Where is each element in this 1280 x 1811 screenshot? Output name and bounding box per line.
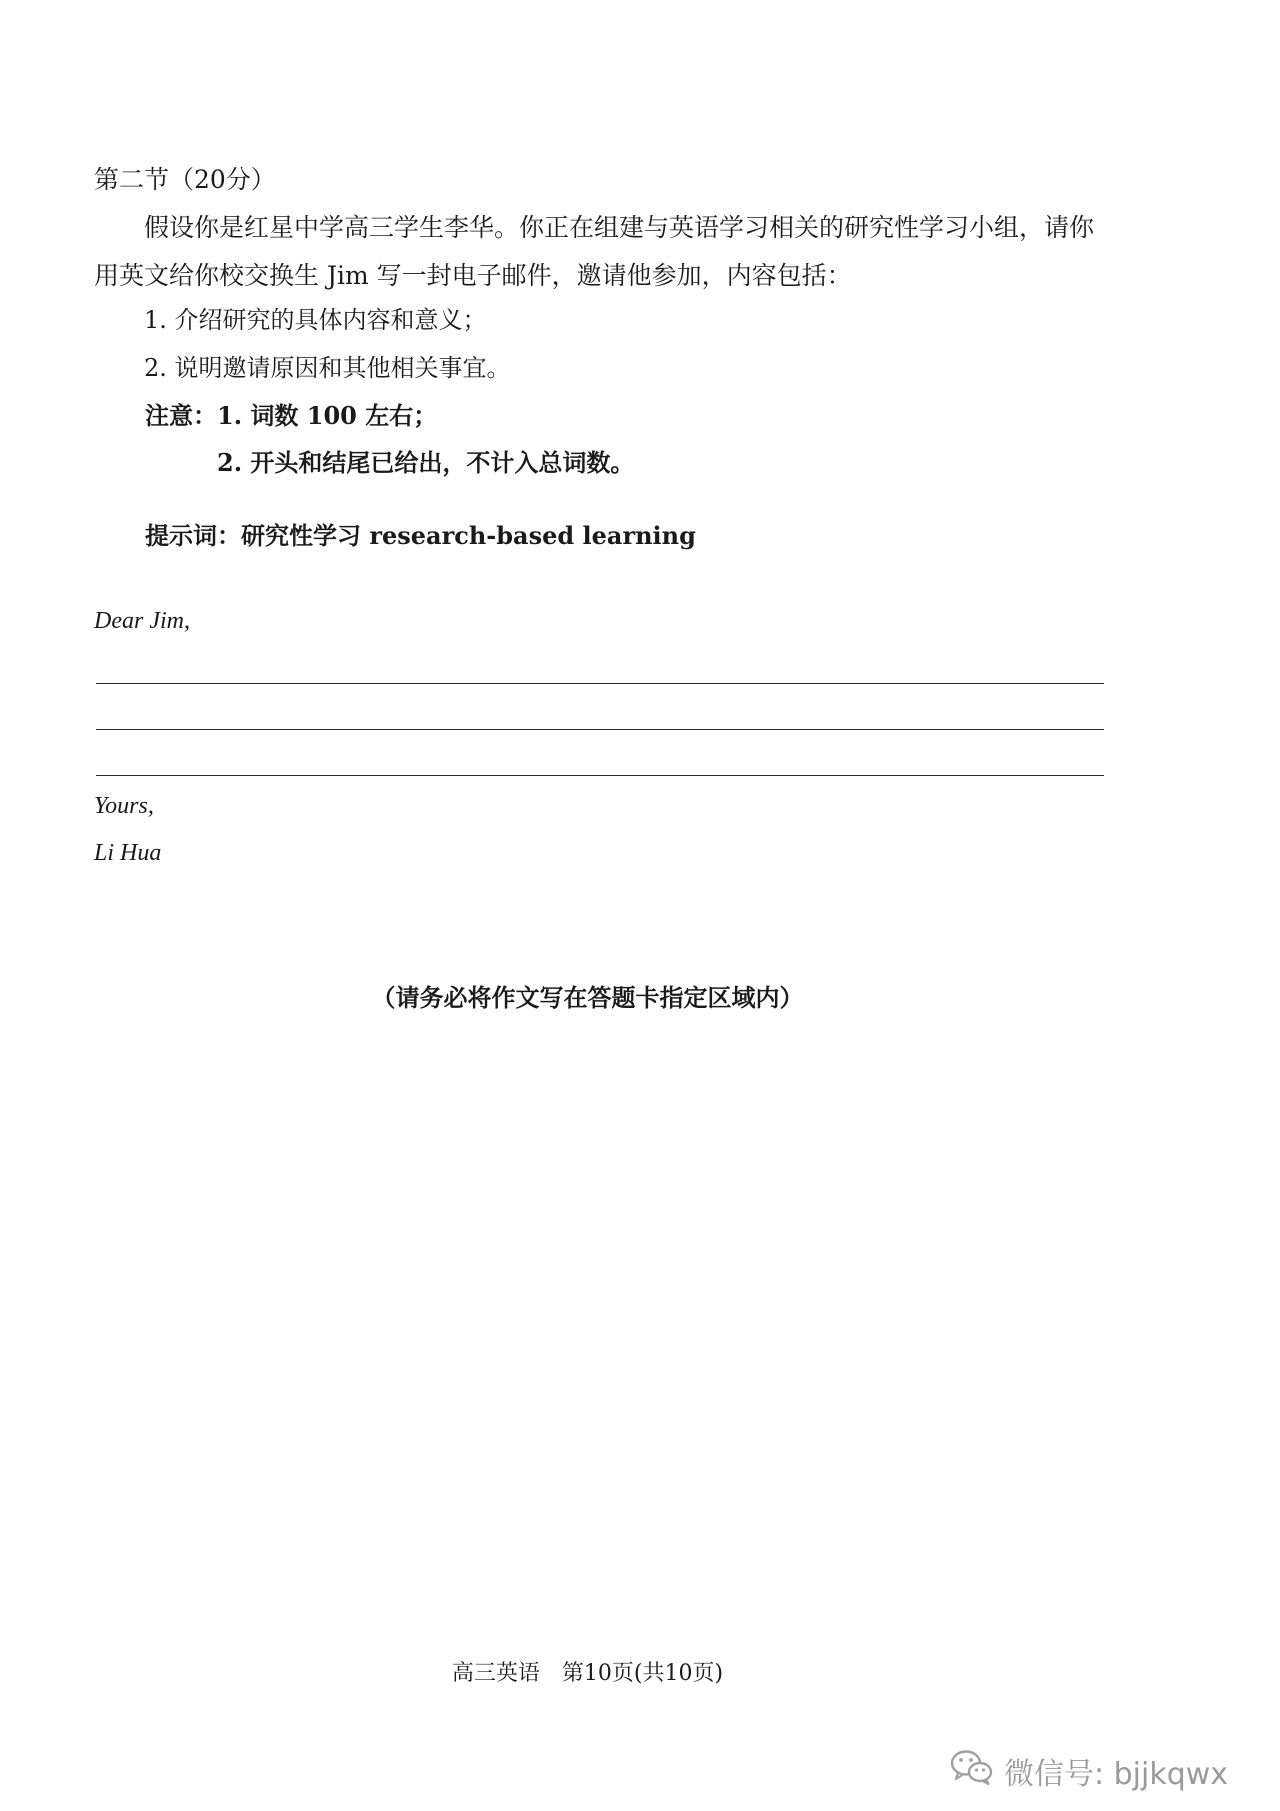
note-label: 注意： [145,401,217,430]
prompt-item-2: 2. 说明邀请原因和其他相关事宜。 [144,354,511,382]
answer-sheet-instruction: （请务必将作文写在答题卡指定区域内） [371,983,804,1012]
note-item-1: 1. 词数 100 左右； [217,401,438,430]
writing-line [96,775,1104,776]
note-item-2: 2. 开头和结尾已给出，不计入总词数。 [217,448,635,477]
prompt-item-1: 1. 介绍研究的具体内容和意义； [144,306,487,334]
wechat-icon [950,1748,1004,1794]
hint-words: 提示词：研究性学习 research-based learning [145,521,696,550]
writing-line [96,683,1104,684]
prompt-paragraph [94,204,1114,300]
page-footer: 高三英语 第10页(共10页) [451,1661,724,1686]
letter-salutation: Dear Jim, [94,608,190,634]
writing-line [96,729,1104,730]
watermark [950,1748,1228,1794]
prompt-paragraph-text: 假设你是红星中学高三学生李华。你正在组建与英语学习相关的研究性学习小组，请你用英文给你校交换生 Jim 写一封电子邮件，邀请他参加，内容包括： [94,213,1095,290]
watermark-text: 微信号: bjjkqwx [1004,1757,1229,1792]
section-title: 第二节（20分） [94,165,276,194]
letter-closing: Yours, [94,793,154,819]
letter-signature: Li Hua [94,840,162,866]
